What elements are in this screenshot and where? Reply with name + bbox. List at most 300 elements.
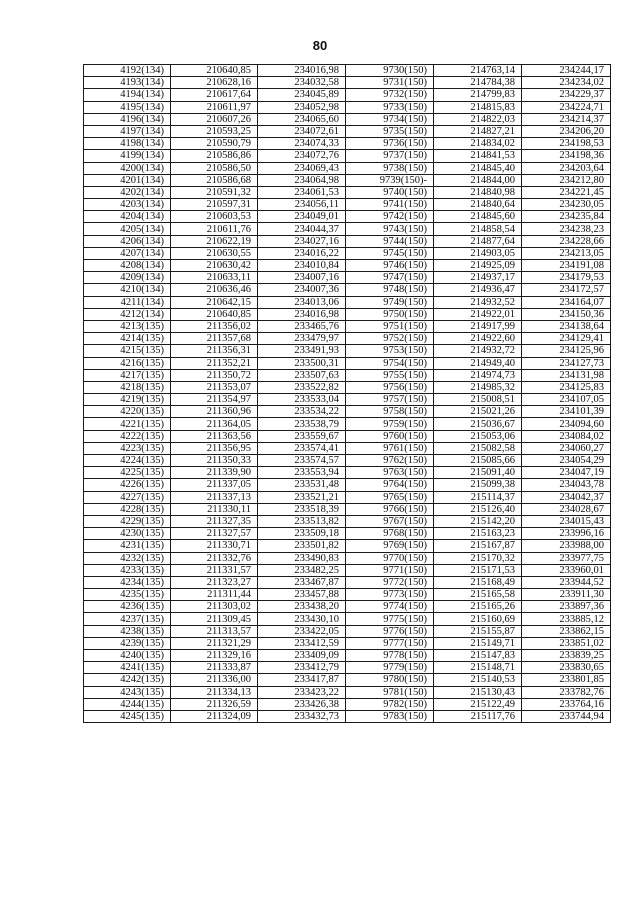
cell-x-coord-right: 214917,99 bbox=[434, 320, 522, 332]
cell-x-coord-right: 215147,83 bbox=[434, 650, 522, 662]
cell-point-id-left: 4216(135) bbox=[84, 357, 171, 369]
cell-y-coord-left: 233430,10 bbox=[258, 613, 346, 625]
cell-y-coord-left: 233553,94 bbox=[258, 467, 346, 479]
cell-point-id-left: 4195(134) bbox=[84, 101, 171, 113]
cell-x-coord-right: 215155,87 bbox=[434, 625, 522, 637]
cell-x-coord-left: 210593,25 bbox=[171, 125, 258, 137]
cell-x-coord-left: 211337,13 bbox=[171, 491, 258, 503]
cell-x-coord-left: 210630,55 bbox=[171, 247, 258, 259]
cell-x-coord-left: 211326,59 bbox=[171, 698, 258, 710]
cell-x-coord-right: 214844,00 bbox=[434, 174, 522, 186]
cell-point-id-right: 9767(150) bbox=[346, 515, 434, 527]
cell-x-coord-right: 215148,71 bbox=[434, 662, 522, 674]
cell-x-coord-left: 210590,79 bbox=[171, 138, 258, 150]
cell-point-id-right: 9781(150) bbox=[346, 686, 434, 698]
cell-point-id-left: 4232(135) bbox=[84, 552, 171, 564]
cell-y-coord-left: 233423,22 bbox=[258, 686, 346, 698]
cell-point-id-left: 4242(135) bbox=[84, 674, 171, 686]
cell-y-coord-left: 233422,05 bbox=[258, 625, 346, 637]
cell-y-coord-left: 233501,82 bbox=[258, 540, 346, 552]
cell-y-coord-right: 234206,20 bbox=[522, 125, 611, 137]
cell-point-id-right: 9757(150) bbox=[346, 394, 434, 406]
cell-y-coord-left: 234013,06 bbox=[258, 296, 346, 308]
cell-x-coord-left: 211334,13 bbox=[171, 686, 258, 698]
cell-point-id-right: 9754(150) bbox=[346, 357, 434, 369]
cell-point-id-left: 4221(135) bbox=[84, 418, 171, 430]
cell-x-coord-left: 211330,11 bbox=[171, 503, 258, 515]
cell-point-id-right: 9761(150) bbox=[346, 442, 434, 454]
cell-y-coord-right: 233782,76 bbox=[522, 686, 611, 698]
cell-y-coord-left: 234064,98 bbox=[258, 174, 346, 186]
cell-point-id-right: 9774(150) bbox=[346, 601, 434, 613]
cell-y-coord-right: 234228,66 bbox=[522, 235, 611, 247]
cell-x-coord-right: 214784,38 bbox=[434, 77, 522, 89]
cell-point-id-left: 4220(135) bbox=[84, 406, 171, 418]
cell-point-id-left: 4240(135) bbox=[84, 650, 171, 662]
cell-x-coord-right: 214903,05 bbox=[434, 247, 522, 259]
cell-x-coord-right: 215142,20 bbox=[434, 515, 522, 527]
cell-y-coord-left: 234056,11 bbox=[258, 199, 346, 211]
cell-x-coord-right: 214763,14 bbox=[434, 65, 522, 77]
cell-x-coord-right: 215160,69 bbox=[434, 613, 522, 625]
table-row bbox=[84, 418, 611, 430]
cell-point-id-left: 4205(134) bbox=[84, 223, 171, 235]
cell-point-id-left: 4192(134) bbox=[84, 65, 171, 77]
table-row bbox=[84, 125, 611, 137]
cell-x-coord-left: 211327,35 bbox=[171, 515, 258, 527]
cell-point-id-left: 4234(135) bbox=[84, 576, 171, 588]
cell-x-coord-left: 211330,71 bbox=[171, 540, 258, 552]
table-row bbox=[84, 589, 611, 601]
table-row bbox=[84, 357, 611, 369]
cell-x-coord-right: 214822,03 bbox=[434, 113, 522, 125]
table-row bbox=[84, 662, 611, 674]
cell-point-id-left: 4223(135) bbox=[84, 442, 171, 454]
table-row bbox=[84, 199, 611, 211]
table-row bbox=[84, 552, 611, 564]
cell-point-id-right: 9739(150)- bbox=[346, 174, 434, 186]
cell-y-coord-left: 234016,98 bbox=[258, 308, 346, 320]
cell-point-id-left: 4225(135) bbox=[84, 467, 171, 479]
cell-point-id-left: 4244(135) bbox=[84, 698, 171, 710]
cell-y-coord-right: 233996,16 bbox=[522, 528, 611, 540]
cell-x-coord-right: 214840,98 bbox=[434, 186, 522, 198]
cell-y-coord-left: 233518,39 bbox=[258, 503, 346, 515]
cell-y-coord-left: 234072,76 bbox=[258, 150, 346, 162]
cell-x-coord-left: 210591,32 bbox=[171, 186, 258, 198]
cell-point-id-right: 9758(150) bbox=[346, 406, 434, 418]
cell-point-id-right: 9750(150) bbox=[346, 308, 434, 320]
cell-point-id-left: 4219(135) bbox=[84, 394, 171, 406]
cell-point-id-left: 4193(134) bbox=[84, 77, 171, 89]
cell-x-coord-right: 215149,71 bbox=[434, 637, 522, 649]
cell-x-coord-left: 210586,86 bbox=[171, 150, 258, 162]
cell-y-coord-right: 234101,39 bbox=[522, 406, 611, 418]
cell-y-coord-left: 233412,59 bbox=[258, 637, 346, 649]
cell-y-coord-left: 234044,37 bbox=[258, 223, 346, 235]
cell-y-coord-left: 234072,61 bbox=[258, 125, 346, 137]
cell-x-coord-left: 211364,05 bbox=[171, 418, 258, 430]
cell-point-id-left: 4201(134) bbox=[84, 174, 171, 186]
cell-y-coord-left: 233538,79 bbox=[258, 418, 346, 430]
table-row bbox=[84, 284, 611, 296]
table-row bbox=[84, 430, 611, 442]
cell-point-id-right: 9737(150) bbox=[346, 150, 434, 162]
cell-y-coord-left: 233533,04 bbox=[258, 394, 346, 406]
cell-point-id-left: 4199(134) bbox=[84, 150, 171, 162]
cell-point-id-right: 9753(150) bbox=[346, 345, 434, 357]
cell-y-coord-right: 234172,57 bbox=[522, 284, 611, 296]
table-row bbox=[84, 710, 611, 722]
table-row bbox=[84, 296, 611, 308]
cell-x-coord-right: 214827,21 bbox=[434, 125, 522, 137]
table-row bbox=[84, 138, 611, 150]
cell-y-coord-left: 233522,82 bbox=[258, 381, 346, 393]
cell-x-coord-left: 211360,96 bbox=[171, 406, 258, 418]
cell-x-coord-left: 210642,15 bbox=[171, 296, 258, 308]
cell-x-coord-right: 214949,40 bbox=[434, 357, 522, 369]
cell-x-coord-right: 215171,53 bbox=[434, 564, 522, 576]
cell-point-id-right: 9773(150) bbox=[346, 589, 434, 601]
cell-y-coord-right: 234042,37 bbox=[522, 491, 611, 503]
cell-point-id-right: 9747(150) bbox=[346, 272, 434, 284]
table-row bbox=[84, 333, 611, 345]
cell-point-id-right: 9745(150) bbox=[346, 247, 434, 259]
cell-y-coord-left: 233513,82 bbox=[258, 515, 346, 527]
cell-x-coord-left: 211323,27 bbox=[171, 576, 258, 588]
cell-y-coord-right: 233839,25 bbox=[522, 650, 611, 662]
table-row bbox=[84, 528, 611, 540]
cell-y-coord-left: 233500,31 bbox=[258, 357, 346, 369]
cell-y-coord-right: 233801,85 bbox=[522, 674, 611, 686]
cell-point-id-right: 9769(150) bbox=[346, 540, 434, 552]
cell-x-coord-left: 210628,16 bbox=[171, 77, 258, 89]
table-row bbox=[84, 150, 611, 162]
cell-x-coord-right: 215053,06 bbox=[434, 430, 522, 442]
cell-y-coord-left: 233412,79 bbox=[258, 662, 346, 674]
table-row bbox=[84, 174, 611, 186]
cell-y-coord-left: 233534,22 bbox=[258, 406, 346, 418]
cell-y-coord-right: 233944,52 bbox=[522, 576, 611, 588]
cell-y-coord-left: 233521,21 bbox=[258, 491, 346, 503]
cell-point-id-right: 9764(150) bbox=[346, 479, 434, 491]
cell-point-id-right: 9759(150) bbox=[346, 418, 434, 430]
cell-y-coord-left: 233426,38 bbox=[258, 698, 346, 710]
table-row bbox=[84, 320, 611, 332]
cell-y-coord-right: 233830,65 bbox=[522, 662, 611, 674]
cell-x-coord-right: 214974,73 bbox=[434, 369, 522, 381]
cell-y-coord-right: 234015,43 bbox=[522, 515, 611, 527]
cell-y-coord-left: 234069,43 bbox=[258, 162, 346, 174]
cell-y-coord-left: 234052,98 bbox=[258, 101, 346, 113]
cell-point-id-right: 9755(150) bbox=[346, 369, 434, 381]
cell-point-id-left: 4238(135) bbox=[84, 625, 171, 637]
cell-y-coord-right: 234054,29 bbox=[522, 455, 611, 467]
cell-y-coord-left: 233465,76 bbox=[258, 320, 346, 332]
cell-y-coord-left: 233467,87 bbox=[258, 576, 346, 588]
cell-point-id-right: 9756(150) bbox=[346, 381, 434, 393]
cell-x-coord-left: 211356,31 bbox=[171, 345, 258, 357]
cell-x-coord-left: 211332,76 bbox=[171, 552, 258, 564]
cell-x-coord-left: 211324,09 bbox=[171, 710, 258, 722]
cell-y-coord-right: 234235,84 bbox=[522, 211, 611, 223]
cell-y-coord-left: 234074,33 bbox=[258, 138, 346, 150]
cell-point-id-right: 9771(150) bbox=[346, 564, 434, 576]
cell-x-coord-right: 215168,49 bbox=[434, 576, 522, 588]
cell-point-id-right: 9741(150) bbox=[346, 199, 434, 211]
cell-x-coord-left: 210586,50 bbox=[171, 162, 258, 174]
cell-x-coord-right: 215122,49 bbox=[434, 698, 522, 710]
cell-y-coord-right: 234047,19 bbox=[522, 467, 611, 479]
cell-point-id-right: 9730(150) bbox=[346, 65, 434, 77]
cell-x-coord-left: 211354,97 bbox=[171, 394, 258, 406]
cell-y-coord-left: 234016,98 bbox=[258, 65, 346, 77]
cell-x-coord-right: 214858,54 bbox=[434, 223, 522, 235]
cell-y-coord-left: 233574,57 bbox=[258, 455, 346, 467]
cell-point-id-left: 4197(134) bbox=[84, 125, 171, 137]
table-row bbox=[84, 162, 611, 174]
cell-x-coord-right: 215165,26 bbox=[434, 601, 522, 613]
cell-y-coord-right: 234191,08 bbox=[522, 260, 611, 272]
cell-y-coord-right: 234198,53 bbox=[522, 138, 611, 150]
cell-x-coord-left: 211353,07 bbox=[171, 381, 258, 393]
cell-x-coord-right: 214925,09 bbox=[434, 260, 522, 272]
cell-point-id-right: 9748(150) bbox=[346, 284, 434, 296]
cell-point-id-right: 9776(150) bbox=[346, 625, 434, 637]
cell-y-coord-left: 233457,88 bbox=[258, 589, 346, 601]
cell-point-id-right: 9731(150) bbox=[346, 77, 434, 89]
cell-y-coord-left: 234065,60 bbox=[258, 113, 346, 125]
cell-point-id-right: 9770(150) bbox=[346, 552, 434, 564]
cell-y-coord-right: 234213,05 bbox=[522, 247, 611, 259]
cell-y-coord-left: 234045,89 bbox=[258, 89, 346, 101]
cell-x-coord-left: 210617,64 bbox=[171, 89, 258, 101]
cell-y-coord-right: 234084,02 bbox=[522, 430, 611, 442]
cell-y-coord-right: 233851,02 bbox=[522, 637, 611, 649]
cell-x-coord-right: 215165,58 bbox=[434, 589, 522, 601]
cell-point-id-left: 4196(134) bbox=[84, 113, 171, 125]
cell-x-coord-right: 214937,17 bbox=[434, 272, 522, 284]
cell-point-id-right: 9740(150) bbox=[346, 186, 434, 198]
cell-point-id-right: 9752(150) bbox=[346, 333, 434, 345]
cell-point-id-left: 4241(135) bbox=[84, 662, 171, 674]
cell-x-coord-right: 214922,60 bbox=[434, 333, 522, 345]
cell-y-coord-right: 234127,73 bbox=[522, 357, 611, 369]
cell-y-coord-right: 233764,16 bbox=[522, 698, 611, 710]
table-row bbox=[84, 479, 611, 491]
cell-x-coord-left: 210607,26 bbox=[171, 113, 258, 125]
cell-x-coord-left: 211329,16 bbox=[171, 650, 258, 662]
cell-x-coord-right: 215163,23 bbox=[434, 528, 522, 540]
cell-point-id-left: 4217(135) bbox=[84, 369, 171, 381]
cell-x-coord-left: 211357,68 bbox=[171, 333, 258, 345]
cell-y-coord-left: 233409,09 bbox=[258, 650, 346, 662]
cell-y-coord-right: 233960,01 bbox=[522, 564, 611, 576]
cell-x-coord-right: 214877,64 bbox=[434, 235, 522, 247]
cell-x-coord-right: 214932,52 bbox=[434, 296, 522, 308]
cell-point-id-right: 9765(150) bbox=[346, 491, 434, 503]
table-row bbox=[84, 698, 611, 710]
cell-point-id-left: 4194(134) bbox=[84, 89, 171, 101]
cell-y-coord-left: 233417,87 bbox=[258, 674, 346, 686]
cell-point-id-left: 4212(134) bbox=[84, 308, 171, 320]
cell-y-coord-right: 234203,64 bbox=[522, 162, 611, 174]
cell-x-coord-right: 214799,83 bbox=[434, 89, 522, 101]
table-row bbox=[84, 576, 611, 588]
cell-y-coord-right: 233897,36 bbox=[522, 601, 611, 613]
cell-point-id-right: 9735(150) bbox=[346, 125, 434, 137]
cell-point-id-left: 4245(135) bbox=[84, 710, 171, 722]
cell-point-id-right: 9744(150) bbox=[346, 235, 434, 247]
table-row bbox=[84, 186, 611, 198]
cell-y-coord-left: 233438,20 bbox=[258, 601, 346, 613]
cell-x-coord-right: 214932,72 bbox=[434, 345, 522, 357]
page-number: 80 bbox=[312, 38, 328, 53]
cell-x-coord-left: 211350,72 bbox=[171, 369, 258, 381]
coordinates-table-body bbox=[84, 65, 611, 723]
cell-y-coord-right: 234125,96 bbox=[522, 345, 611, 357]
table-row bbox=[84, 369, 611, 381]
cell-point-id-left: 4215(135) bbox=[84, 345, 171, 357]
cell-x-coord-left: 210640,85 bbox=[171, 65, 258, 77]
cell-point-id-right: 9746(150) bbox=[346, 260, 434, 272]
cell-point-id-left: 4207(134) bbox=[84, 247, 171, 259]
cell-point-id-right: 9749(150) bbox=[346, 296, 434, 308]
cell-point-id-right: 9743(150) bbox=[346, 223, 434, 235]
cell-point-id-left: 4202(134) bbox=[84, 186, 171, 198]
table-row bbox=[84, 394, 611, 406]
cell-x-coord-right: 214841,53 bbox=[434, 150, 522, 162]
cell-point-id-left: 4228(135) bbox=[84, 503, 171, 515]
cell-y-coord-right: 234214,37 bbox=[522, 113, 611, 125]
cell-y-coord-left: 233531,48 bbox=[258, 479, 346, 491]
cell-y-coord-right: 234212,80 bbox=[522, 174, 611, 186]
cell-point-id-right: 9782(150) bbox=[346, 698, 434, 710]
table-row bbox=[84, 613, 611, 625]
table-row bbox=[84, 65, 611, 77]
table-row bbox=[84, 381, 611, 393]
cell-y-coord-right: 234043,78 bbox=[522, 479, 611, 491]
coordinates-table bbox=[83, 64, 611, 723]
cell-y-coord-right: 234179,53 bbox=[522, 272, 611, 284]
cell-x-coord-right: 215099,38 bbox=[434, 479, 522, 491]
cell-y-coord-left: 233479,97 bbox=[258, 333, 346, 345]
cell-y-coord-right: 234060,27 bbox=[522, 442, 611, 454]
cell-y-coord-right: 233988,00 bbox=[522, 540, 611, 552]
cell-x-coord-left: 211356,02 bbox=[171, 320, 258, 332]
cell-point-id-right: 9736(150) bbox=[346, 138, 434, 150]
cell-y-coord-right: 234224,71 bbox=[522, 101, 611, 113]
table-row bbox=[84, 564, 611, 576]
cell-x-coord-right: 215170,32 bbox=[434, 552, 522, 564]
cell-point-id-right: 9768(150) bbox=[346, 528, 434, 540]
cell-x-coord-right: 214985,32 bbox=[434, 381, 522, 393]
cell-x-coord-left: 210611,97 bbox=[171, 101, 258, 113]
cell-y-coord-right: 233744,94 bbox=[522, 710, 611, 722]
cell-y-coord-left: 234032,58 bbox=[258, 77, 346, 89]
cell-y-coord-left: 234049,01 bbox=[258, 211, 346, 223]
cell-y-coord-right: 234221,45 bbox=[522, 186, 611, 198]
table-row bbox=[84, 272, 611, 284]
cell-x-coord-right: 215126,40 bbox=[434, 503, 522, 515]
table-row bbox=[84, 491, 611, 503]
cell-y-coord-left: 233574,41 bbox=[258, 442, 346, 454]
table-row bbox=[84, 211, 611, 223]
cell-y-coord-right: 234107,05 bbox=[522, 394, 611, 406]
table-row bbox=[84, 503, 611, 515]
cell-x-coord-right: 215167,87 bbox=[434, 540, 522, 552]
cell-y-coord-left: 233490,83 bbox=[258, 552, 346, 564]
cell-point-id-left: 4226(135) bbox=[84, 479, 171, 491]
cell-x-coord-left: 210603,53 bbox=[171, 211, 258, 223]
cell-y-coord-left: 234007,16 bbox=[258, 272, 346, 284]
cell-y-coord-right: 233911,30 bbox=[522, 589, 611, 601]
cell-x-coord-left: 210586,68 bbox=[171, 174, 258, 186]
cell-y-coord-right: 233862,15 bbox=[522, 625, 611, 637]
cell-point-id-left: 4214(135) bbox=[84, 333, 171, 345]
cell-point-id-left: 4237(135) bbox=[84, 613, 171, 625]
table-row bbox=[84, 650, 611, 662]
cell-x-coord-left: 211336,00 bbox=[171, 674, 258, 686]
cell-point-id-right: 9777(150) bbox=[346, 637, 434, 649]
cell-x-coord-left: 211311,44 bbox=[171, 589, 258, 601]
cell-y-coord-right: 234244,17 bbox=[522, 65, 611, 77]
cell-x-coord-left: 210636,46 bbox=[171, 284, 258, 296]
cell-x-coord-right: 215140,53 bbox=[434, 674, 522, 686]
cell-x-coord-left: 211321,29 bbox=[171, 637, 258, 649]
cell-point-id-left: 4213(135) bbox=[84, 320, 171, 332]
cell-point-id-left: 4224(135) bbox=[84, 455, 171, 467]
table-row bbox=[84, 637, 611, 649]
cell-point-id-right: 9760(150) bbox=[346, 430, 434, 442]
cell-y-coord-left: 233491,93 bbox=[258, 345, 346, 357]
cell-point-id-right: 9779(150) bbox=[346, 662, 434, 674]
table-row bbox=[84, 247, 611, 259]
cell-point-id-left: 4210(134) bbox=[84, 284, 171, 296]
cell-x-coord-left: 211352,21 bbox=[171, 357, 258, 369]
cell-x-coord-right: 215114,37 bbox=[434, 491, 522, 503]
cell-y-coord-right: 234131,98 bbox=[522, 369, 611, 381]
cell-point-id-left: 4233(135) bbox=[84, 564, 171, 576]
table-row bbox=[84, 308, 611, 320]
cell-x-coord-left: 211339,90 bbox=[171, 467, 258, 479]
cell-y-coord-right: 234238,23 bbox=[522, 223, 611, 235]
cell-point-id-right: 9772(150) bbox=[346, 576, 434, 588]
cell-x-coord-left: 210597,31 bbox=[171, 199, 258, 211]
cell-y-coord-right: 234230,05 bbox=[522, 199, 611, 211]
cell-x-coord-right: 215091,40 bbox=[434, 467, 522, 479]
cell-point-id-right: 9775(150) bbox=[346, 613, 434, 625]
cell-x-coord-left: 211333,87 bbox=[171, 662, 258, 674]
cell-point-id-left: 4204(134) bbox=[84, 211, 171, 223]
cell-x-coord-left: 211350,33 bbox=[171, 455, 258, 467]
cell-y-coord-left: 233432,73 bbox=[258, 710, 346, 722]
cell-y-coord-right: 234094,60 bbox=[522, 418, 611, 430]
cell-point-id-left: 4236(135) bbox=[84, 601, 171, 613]
cell-y-coord-right: 234150,36 bbox=[522, 308, 611, 320]
cell-y-coord-left: 233559,67 bbox=[258, 430, 346, 442]
cell-point-id-left: 4211(134) bbox=[84, 296, 171, 308]
cell-point-id-left: 4227(135) bbox=[84, 491, 171, 503]
cell-x-coord-right: 215021,26 bbox=[434, 406, 522, 418]
cell-x-coord-right: 215008,51 bbox=[434, 394, 522, 406]
cell-y-coord-right: 234164,07 bbox=[522, 296, 611, 308]
cell-point-id-left: 4198(134) bbox=[84, 138, 171, 150]
table-row bbox=[84, 113, 611, 125]
cell-x-coord-left: 211327,57 bbox=[171, 528, 258, 540]
cell-y-coord-right: 234028,67 bbox=[522, 503, 611, 515]
cell-x-coord-left: 211313,57 bbox=[171, 625, 258, 637]
